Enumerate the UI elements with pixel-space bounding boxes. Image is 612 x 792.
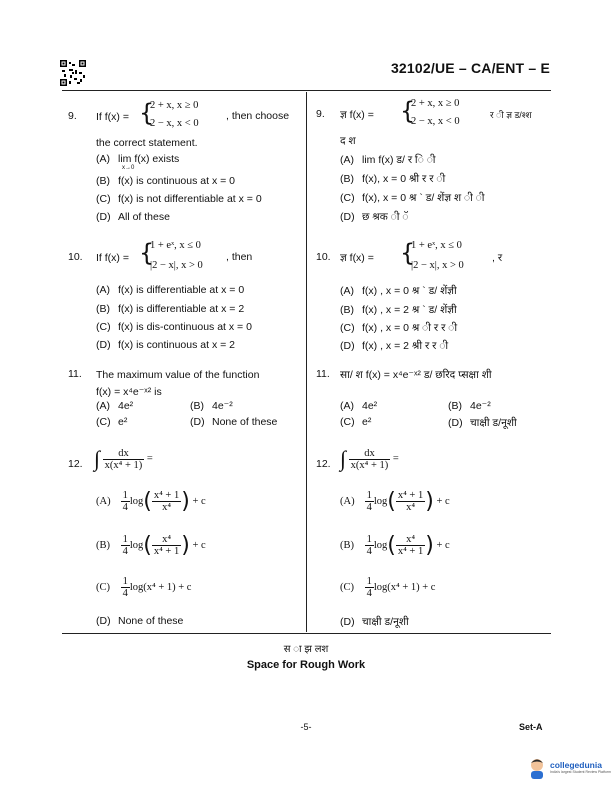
rough-work-hindi: स ा झ लश [283,644,329,655]
top-rule [62,90,551,91]
q9-number: 9. [68,110,77,122]
brand-tagline: India's largest Student Review Platform [550,770,611,774]
q12-option-a: (A) $\frac{1}{4}$ log( $\frac{\text{x⁴ + 1}}{\text{x⁴}}$ ) + c [96,489,206,514]
q10-option-a: (A) f(x) is differentiable at x = 0 [96,284,245,296]
q10-hi-case1: 1 + eˣ, x ≤ 0 [411,240,462,251]
q10-hi-case2: |2 − x|, x > 0 [411,260,464,271]
student-mascot-icon [527,757,547,779]
q12-hi-number: 12. [316,458,331,470]
q12-option-b: (B) $\frac{1}{4}$ log( $\frac{\text{x⁴}}{\text{x⁴ + 1}}$ ) + c [96,533,206,558]
q11-option-c: (C) e² [96,416,128,428]
q9-hi-suffix: र ी ज्ञ ड/श्श [490,110,532,120]
q11-hi-option-a: (A) 4e² [340,400,378,412]
q9-hi-option-d: (D) छ श्रक ी ॅ [340,211,409,223]
q11-line2: f(x) = x⁴e⁻ˣ² is [96,386,162,398]
q12-hi-option-a: (A) $\frac{1}{4}$ log( $\frac{\text{x⁴ + 1}}{\text{x⁴}}$ ) + c [340,489,450,514]
q9-option-d: (D) All of these [96,211,170,223]
q10-hi-option-c: (C) f(x) , x = 0 श्र ी र र ी [340,322,458,334]
column-divider [306,92,307,632]
q9-hi-brace: { [400,97,416,125]
q9-option-a: (A) lim f(x) exists [96,153,180,165]
q11-option-b: (B) 4e⁻² [190,400,233,412]
q9-suffix: , then choose [226,110,290,122]
q9-statement: the correct statement. [96,137,198,149]
q12-hi-option-b: (B) $\frac{1}{4}$ log( $\frac{\text{x⁴}}{\text{x⁴ + 1}}$ ) + c [340,533,450,558]
q9-lim-sub: x→0 [122,165,135,171]
hindi-column [316,96,546,636]
q9-hi-case1: 2 + x, x ≥ 0 [411,98,460,109]
q11-line1: The maximum value of the function [96,369,260,381]
q9-case1: 2 + x, x ≥ 0 [150,100,199,111]
q12-integral: ∫ $\frac{dx}{\text{x(x⁴ + 1)}}$ = [94,446,153,471]
q10-prefix: If f(x) = [96,252,129,264]
q10-hi-suffix: , र [492,252,503,264]
q9-hi-case2: 2 − x, x < 0 [411,116,460,127]
q11-hi-option-c: (C) e² [340,416,372,428]
q11-hi-option-b: (B) 4e⁻² [448,400,491,412]
q10-case2: |2 − x|, x > 0 [150,260,203,271]
q10-option-c: (C) f(x) is dis-continuous at x = 0 [96,321,252,333]
q9-option-b: (B) f(x) is continuous at x = 0 [96,175,236,187]
q9-hi-statement: द श [340,135,356,147]
q10-hi-option-a: (A) f(x) , x = 0 श्र ` ड/ शेंज्ञी [340,285,457,297]
q9-hi-prefix: ज्ञ f(x) = [340,109,374,121]
q10-brace: { [139,239,155,267]
q10-hi-option-d: (D) f(x) , x = 2 श्री र र ी [340,340,449,352]
q12-hi-option-d: (D) चाक्षी ड/नूशी [340,616,409,628]
q10-hi-option-b: (B) f(x) , x = 2 श्र ` ड/ शेंज्ञी [340,304,457,316]
rough-work-label: Space for Rough Work [246,659,366,671]
q11-hi-option-d: (D) चाक्षी ड/नूशी [448,417,517,429]
q11-hi-line1: सा/ श f(x) = x⁴e⁻ˣ² ड/ छरिद प्सक्षा शी [340,369,492,381]
q10-suffix: , then [226,251,253,263]
set-label: Set-A [519,722,543,732]
collegedunia-logo [527,757,611,779]
q9-prefix: If f(x) = [96,111,129,123]
q9-hi-option-a: (A) lim f(x) ड/ र ि ी [340,154,436,166]
q12-hi-integral: ∫ $\frac{dx}{\text{x(x⁴ + 1)}}$ = [340,446,399,471]
q9-option-c: (C) f(x) is not differentiable at x = 0 [96,193,262,205]
q11-number: 11. [68,368,82,380]
q9-hi-option-b: (B) f(x), x = 0 श्री र र ी [340,173,446,185]
q11-option-d: (D) None of these [190,416,278,428]
q9-brace: { [139,99,155,127]
q10-case1: 1 + eˣ, x ≤ 0 [150,240,201,251]
q12-hi-option-c: (C) $\frac{1}{4}$ log(x⁴ + 1) + c [340,576,436,599]
q10-hi-brace: { [400,239,416,267]
qr-code [60,60,86,86]
page-number: -5- [300,722,312,732]
q12-option-c: (C) $\frac{1}{4}$ log(x⁴ + 1) + c [96,576,192,599]
q11-option-a: (A) 4e² [96,400,134,412]
q10-option-d: (D) f(x) is continuous at x = 2 [96,339,236,351]
q9-case2: 2 − x, x < 0 [150,118,199,129]
q9-hi-number: 9. [316,108,325,120]
q10-option-b: (B) f(x) is differentiable at x = 2 [96,303,245,315]
q11-hi-number: 11. [316,368,330,380]
q12-option-d: (D) None of these [96,615,184,627]
q12-number: 12. [68,458,83,470]
paper-code: 32102/UE – CA/ENT – E [390,60,550,76]
english-column [68,96,298,636]
brand-name: collegedunia [550,760,602,770]
q10-number: 10. [68,251,83,263]
q10-hi-number: 10. [316,251,331,263]
q10-hi-prefix: ज्ञ f(x) = [340,252,374,264]
q9-hi-option-c: (C) f(x), x = 0 श्र ` ड/ शेंज्ञ श ी ी [340,192,485,204]
